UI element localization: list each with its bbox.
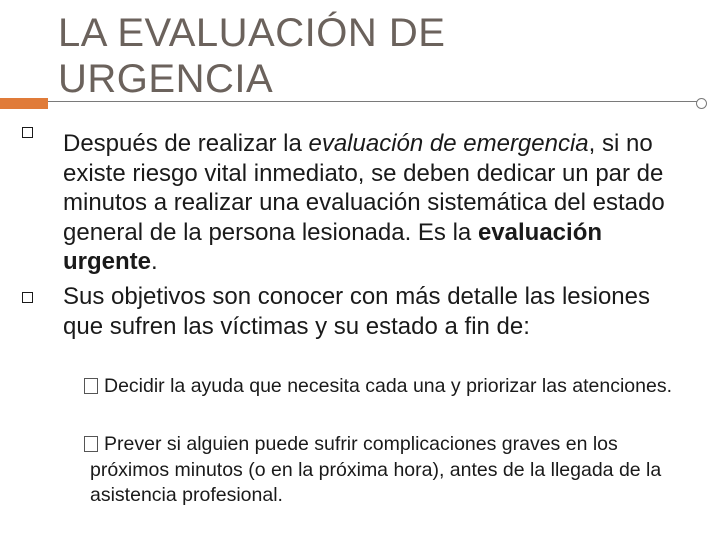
sub-bullet-2-text: Prever si alguien puede sufrir complicaciones graves en los próximos minutos (o en la próxima hora), antes de la llegada de la asistencia profesional. (90, 433, 662, 506)
bullet-paragraph-1 (63, 129, 693, 277)
bullet-1-text-middle: , si no existe riesgo vital inmediato, se deben dedicar un par de minutos a realizar una evaluación sistemática del estado general de la persona lesionada. Es la (63, 130, 665, 246)
slide-title-line-2: URGENCIA (58, 57, 274, 101)
bullet-1-text-after: . (151, 248, 158, 275)
sub-bullet-2 (90, 432, 700, 509)
slide-title (58, 10, 698, 102)
sub-bullet-icon (84, 436, 98, 452)
slide-title-line-1: LA EVALUACIÓN DE (58, 11, 446, 55)
bullet-2-text: Sus objetivos son conocer con más detalle las lesiones que sufren las víctimas y su estado a fin de: (63, 283, 650, 340)
bullet-paragraph-2 (63, 282, 693, 341)
square-bullet-icon (22, 127, 33, 138)
sub-bullet-1 (90, 374, 700, 400)
bullet-marker-2 (22, 282, 33, 309)
sub-bullet-icon (84, 378, 98, 394)
bullet-1-text-before: Después de realizar la (63, 130, 309, 157)
divider-end-circle (696, 98, 707, 109)
bullet-1-italic: evaluación de emergencia (308, 130, 589, 157)
sub-bullet-1-text: Decidir la ayuda que necesita cada una y priorizar las atenciones. (104, 375, 672, 397)
accent-bar (0, 98, 48, 109)
bullet-marker-1 (22, 117, 33, 144)
title-divider (48, 101, 700, 102)
bullet-1-bold: evaluación urgente (63, 218, 603, 275)
square-bullet-icon (22, 292, 33, 303)
